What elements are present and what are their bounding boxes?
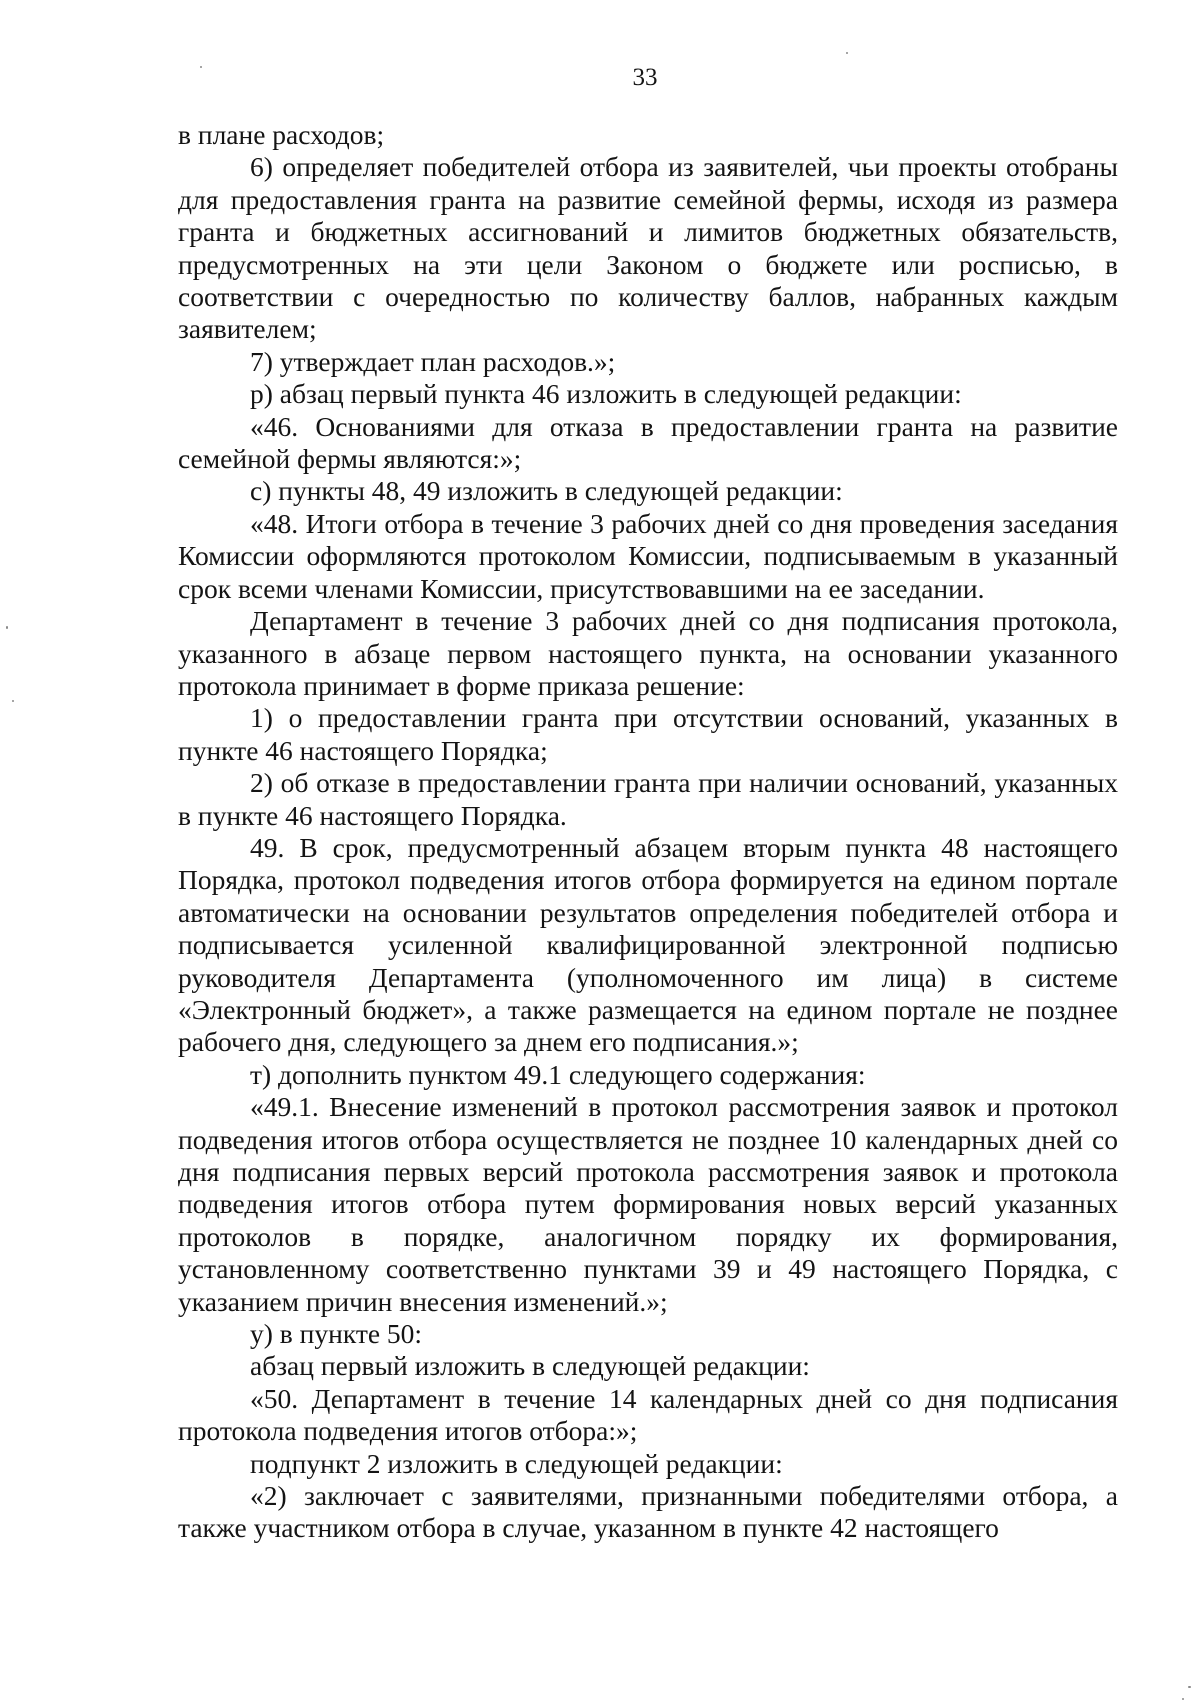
scan-speck (6, 626, 8, 629)
scan-speck (1188, 1686, 1191, 1688)
paragraph: «46. Основаниями для отказа в предоставлении гранта на развитие семейной фермы являются:»; (178, 410, 1118, 475)
paragraph: «49.1. Внесение изменений в протокол рассмотрения заявок и протокол подведения итогов отбора осуществляется не позднее 10 календарных дней со дня подписания первых версий протокола рассмотрения заявок и протокола подведения итогов отбора путем формирования новых версий указанных протоколов в порядке, аналогичном порядку их формирования, установленному соответственно пунктами 39 и 49 настоящего Порядка, с указанием причин внесения изменений.»; (178, 1091, 1118, 1317)
scan-speck (200, 66, 202, 68)
paragraph: 7) утверждает план расходов.»; (250, 345, 616, 377)
document-body (178, 119, 1118, 1545)
scan-speck (1182, 1698, 1184, 1700)
page-number: 33 (632, 64, 658, 91)
paragraph: с) пункты 48, 49 изложить в следующей редакции: (250, 475, 843, 507)
paragraph: у) в пункте 50: (250, 1318, 423, 1350)
paragraph: т) дополнить пунктом 49.1 следующего содержания: (250, 1058, 866, 1090)
paragraph: подпункт 2 изложить в следующей редакции: (250, 1447, 783, 1479)
paragraph: 6) определяет победителей отбора из заявителей, чьи проекты отобраны для предоставления гранта на развитие семейной фермы, исходя из размера гранта и бюджетных ассигнований и лимитов бюджетных обязательств, предусмотренных на эти цели Законом о бюджете или росписью, в соответствии с очередностью по количеству баллов, набранных каждым заявителем; (178, 151, 1118, 345)
paragraph: р) абзац первый пункта 46 изложить в следующей редакции: (250, 378, 962, 410)
paragraph: Департамент в течение 3 рабочих дней со дня подписания протокола, указанного в абзаце первом настоящего пункта, на основании указанного протокола принимает в форме приказа решение: (178, 605, 1118, 701)
scan-speck (12, 700, 14, 702)
scan-speck (846, 52, 848, 54)
paragraph: «2) заключает с заявителями, признанными победителями отбора, а также участником отбора в случае, указанном в пункте 42 настоящего (178, 1480, 1118, 1544)
paragraph: абзац первый изложить в следующей редакции: (250, 1350, 810, 1382)
paragraph: в плане расходов; (178, 119, 385, 150)
paragraph: 1) о предоставлении гранта при отсутствии оснований, указанных в пункте 46 настоящего Порядка; (178, 702, 1118, 766)
paragraph: 2) об отказе в предоставлении гранта при наличии оснований, указанных в пункте 46 настоящего Порядка. (178, 767, 1118, 831)
paragraph: 49. В срок, предусмотренный абзацем вторым пункта 48 настоящего Порядка, протокол подведения итогов отбора формируется на едином портале автоматически на основании результатов определения победителей отбора и подписывается усиленной квалифицированной электронной подписью руководителя Департамента (уполномоченного им лица) в системе «Электронный бюджет», а также размещается на едином портале не позднее рабочего дня, следующего за днем его подписания.»; (178, 831, 1118, 1058)
paragraph: «48. Итоги отбора в течение 3 рабочих дней со дня проведения заседания Комиссии оформляются протоколом Комиссии, подписываемым в указанный срок всеми членами Комиссии, присутствовавшими на ее заседании. (178, 507, 1118, 604)
paragraph: «50. Департамент в течение 14 календарных дней со дня подписания протокола подведения итогов отбора:»; (178, 1382, 1118, 1447)
